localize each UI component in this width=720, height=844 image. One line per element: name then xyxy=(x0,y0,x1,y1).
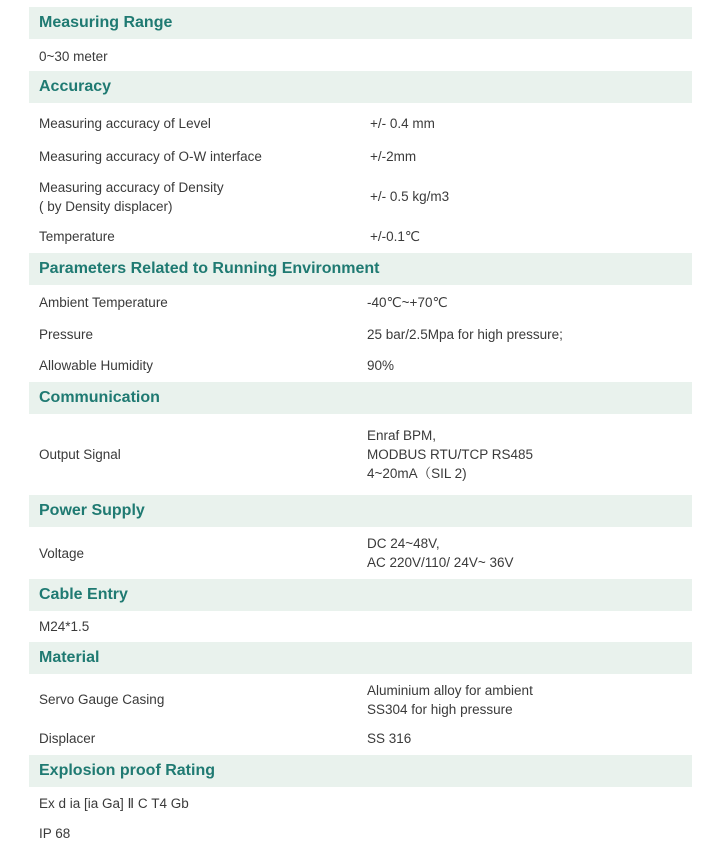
spec-value: +/-2mm xyxy=(370,149,417,164)
section-header-explosion-proof: Explosion proof Rating xyxy=(29,755,692,787)
spec-value-line: AC 220V/110/ 24V~ 36V xyxy=(367,555,514,570)
spec-label-line: ( by Density displacer) xyxy=(39,199,173,214)
cable-entry-value: M24*1.5 xyxy=(39,619,90,634)
section-header-environment: Parameters Related to Running Environment xyxy=(29,253,692,285)
spec-value-line: Enraf BPM, xyxy=(367,428,437,443)
spec-value-line: SS304 for high pressure xyxy=(367,702,513,717)
spec-value: +/-0.1℃ xyxy=(370,229,421,244)
spec-label-line: Measuring accuracy of Density xyxy=(39,180,224,195)
spec-label: Output Signal xyxy=(39,447,121,462)
spec-value: SS 316 xyxy=(367,731,412,746)
spec-value xyxy=(367,681,533,719)
spec-value-line: DC 24~48V, xyxy=(367,536,440,551)
spec-value: 90% xyxy=(367,358,395,373)
spec-label: Pressure xyxy=(39,327,94,342)
section-header-accuracy: Accuracy xyxy=(29,71,692,103)
spec-value: -40℃~+70℃ xyxy=(367,295,448,310)
section-header-power-supply: Power Supply xyxy=(29,495,692,527)
spec-value: +/- 0.5 kg/m3 xyxy=(370,189,450,204)
section-header-material: Material xyxy=(29,642,692,674)
spec-label: Measuring accuracy of Level xyxy=(39,116,211,131)
spec-label xyxy=(39,178,224,216)
spec-value-line: 4~20mA（SIL 2) xyxy=(367,466,467,481)
section-header-communication: Communication xyxy=(29,382,692,414)
spec-value xyxy=(367,426,533,483)
spec-value-line: MODBUS RTU/TCP RS485 xyxy=(367,447,534,462)
spec-value xyxy=(367,534,513,572)
spec-label: Servo Gauge Casing xyxy=(39,692,165,707)
measuring-range-value: 0~30 meter xyxy=(39,49,108,64)
spec-value: +/- 0.4 mm xyxy=(370,116,435,131)
spec-value: 25 bar/2.5Mpa for high pressure; xyxy=(367,327,563,342)
section-header-measuring-range: Measuring Range xyxy=(29,7,692,39)
spec-label: Allowable Humidity xyxy=(39,358,154,373)
section-header-cable-entry: Cable Entry xyxy=(29,579,692,611)
spec-label: Temperature xyxy=(39,229,115,244)
explosion-rating-value: Ex d ia [ia Ga] Ⅱ C T4 Gb xyxy=(39,796,189,811)
spec-label: Measuring accuracy of O-W interface xyxy=(39,149,262,164)
spec-label: Voltage xyxy=(39,546,85,561)
spec-label: Displacer xyxy=(39,731,96,746)
ingress-rating-value: IP 68 xyxy=(39,826,71,841)
spec-label: Ambient Temperature xyxy=(39,295,168,310)
spec-value-line: Aluminium alloy for ambient xyxy=(367,683,533,698)
